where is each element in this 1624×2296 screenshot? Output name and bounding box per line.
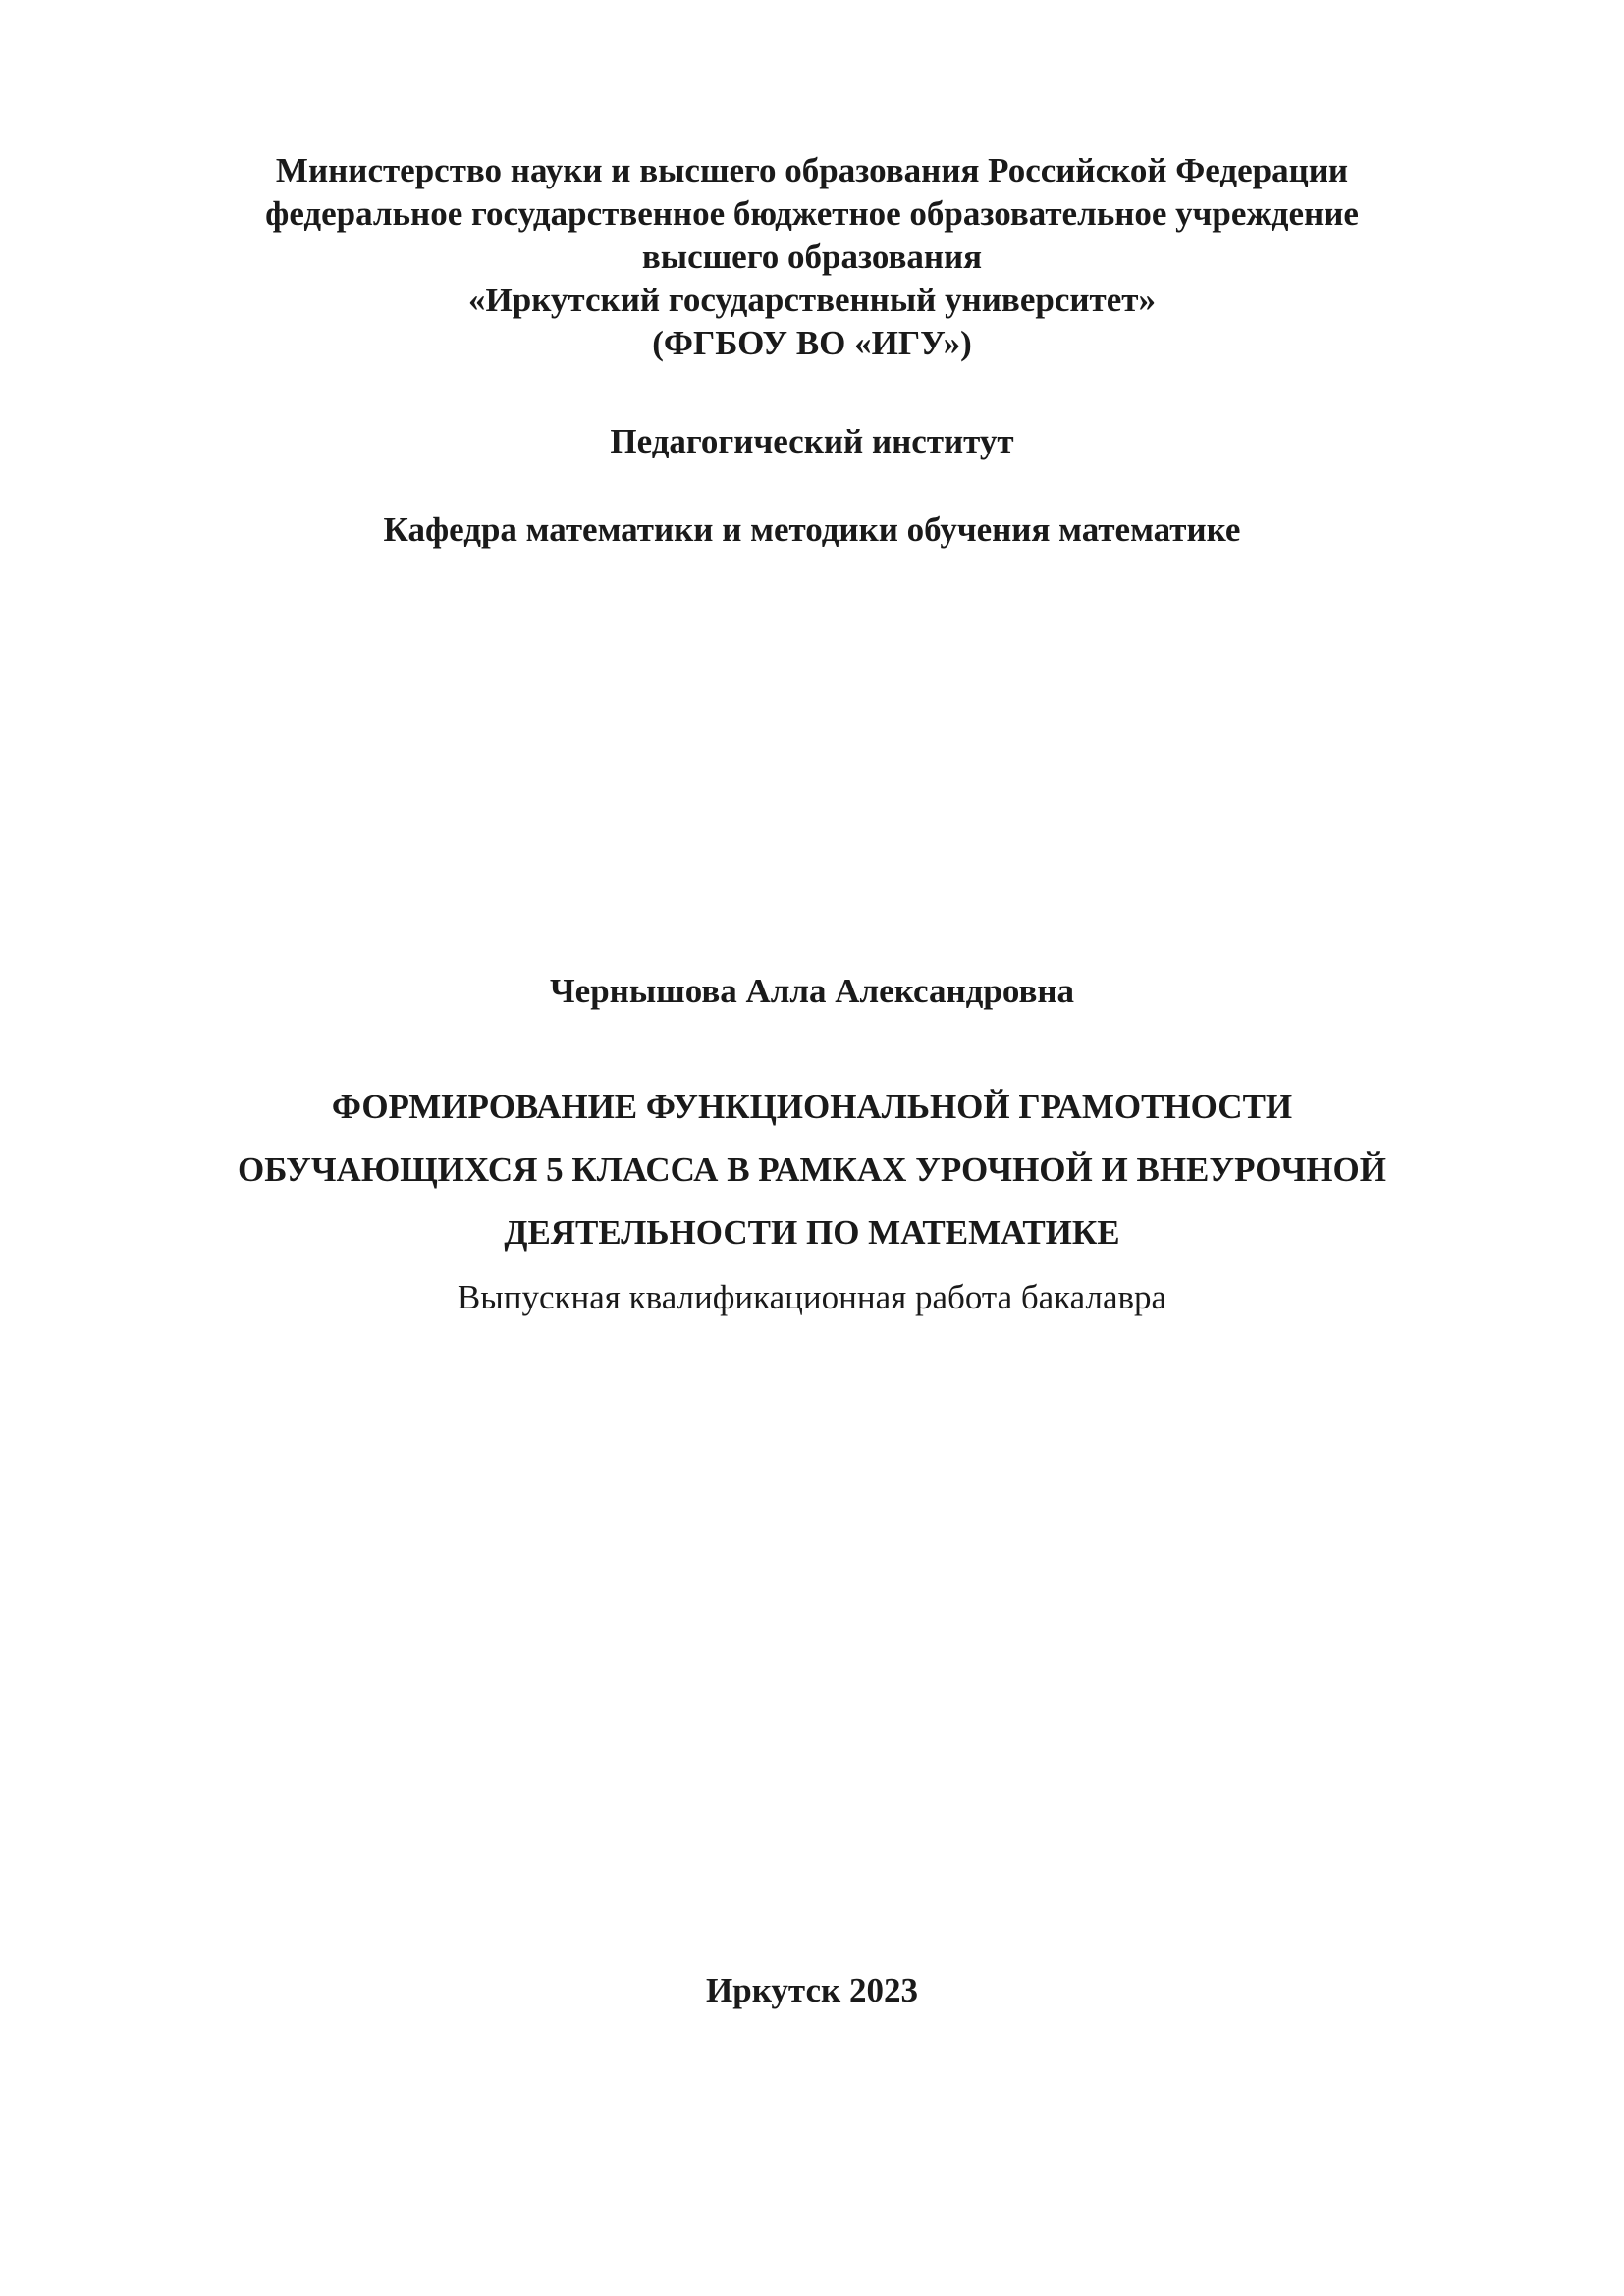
university-name-line: «Иркутский государственный университет» [468, 281, 1156, 319]
university-abbreviation-line: (ФГБОУ ВО «ИГУ») [652, 324, 972, 362]
institute-name: Педагогический институт [610, 422, 1014, 460]
organization-header [0, 149, 1624, 365]
education-level-line: высшего образования [641, 238, 983, 276]
city-year: Иркутск 2023 [706, 1971, 918, 2009]
thesis-title-line: ФОРМИРОВАНИЕ ФУНКЦИОНАЛЬНОЙ ГРАМОТНОСТИ [331, 1088, 1293, 1126]
work-type: Выпускная квалификационная работа бакалавра [457, 1278, 1167, 1316]
author-name: Чернышова Алла Александровна [549, 972, 1075, 1010]
ministry-line: Министерство науки и высшего образования Российской Федерации [275, 151, 1349, 189]
institution-type-line: федеральное государственное бюджетное образовательное учреждение [265, 194, 1359, 233]
department-name: Кафедра математики и методики обучения математике [383, 510, 1241, 549]
thesis-title-line: ДЕЯТЕЛЬНОСТИ ПО МАТЕМАТИКЕ [504, 1213, 1120, 1252]
thesis-title [0, 1076, 1624, 1264]
thesis-title-line: ОБУЧАЮЩИХСЯ 5 КЛАССА В РАМКАХ УРОЧНОЙ И ВНЕУРОЧНОЙ [238, 1150, 1386, 1189]
